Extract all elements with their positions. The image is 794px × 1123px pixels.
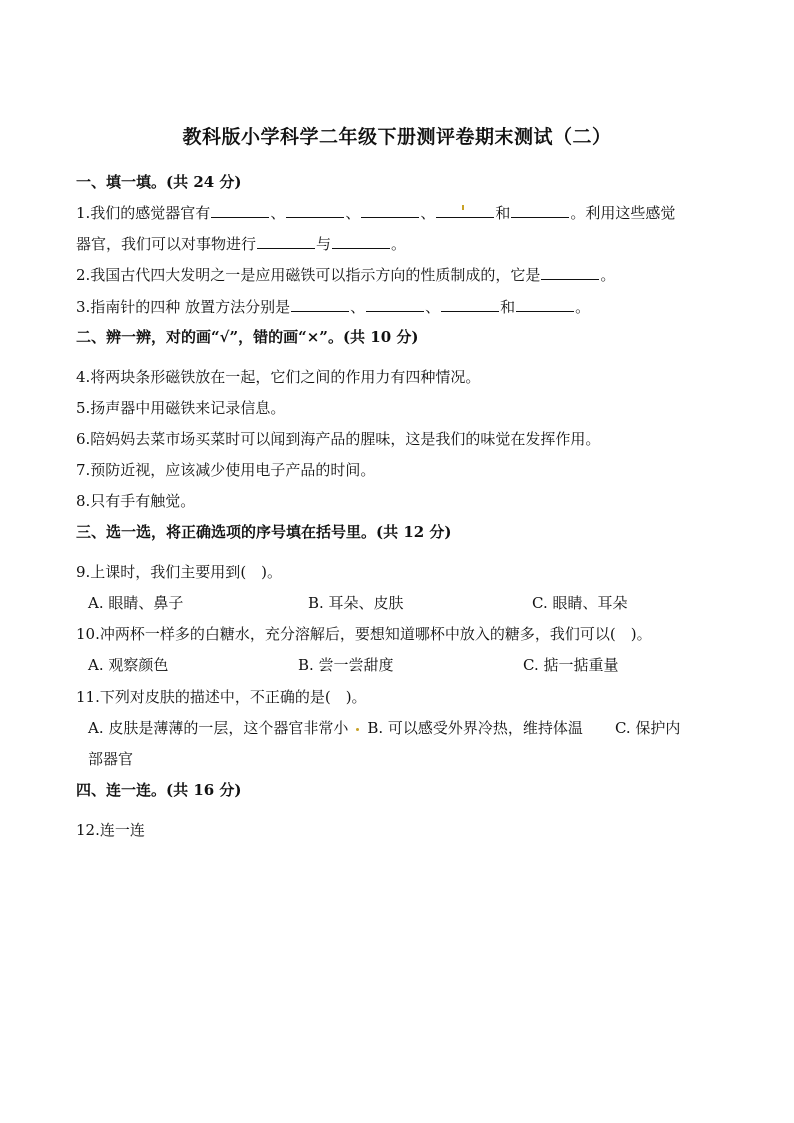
option-10-c[interactable]: C. 掂一掂重量	[523, 656, 619, 674]
option-10-a[interactable]: A. 观察颜色	[88, 656, 169, 674]
separator: 、	[425, 298, 441, 316]
question-11: 11.下列对皮肤的描述中，不正确的是( )。	[76, 688, 367, 706]
question-6: 6.陪妈妈去菜市场买菜时可以闻到海产品的腥味，这是我们的味觉在发挥作用。	[76, 430, 601, 448]
q3-and: 和	[500, 298, 516, 316]
option-10-b[interactable]: B. 尝一尝甜度	[298, 656, 394, 674]
question-12: 12.连一连	[76, 821, 145, 839]
option-11-row	[88, 718, 680, 738]
question-1-line-2	[76, 234, 736, 254]
section-heading-judge: 二、辨一辨，对的画“√”，错的画“×”。(共 10 分)	[76, 328, 419, 346]
period: 。	[391, 235, 407, 253]
option-9-a[interactable]: A. 眼睛、鼻子	[88, 594, 184, 612]
option-9-b[interactable]: B. 耳朵、皮肤	[308, 594, 404, 612]
answer-blank[interactable]	[366, 297, 424, 312]
option-11-c-continued: 部器官	[88, 750, 134, 768]
answer-blank[interactable]	[541, 265, 599, 280]
question-10: 10.冲两杯一样多的白糖水，充分溶解后，要想知道哪杯中放入的糖多，我们可以( )。	[76, 625, 652, 643]
separator: 、	[345, 204, 361, 222]
question-1-line-1	[76, 203, 736, 223]
q3-text: 3.指南针的四种 放置方法分别是	[76, 298, 291, 316]
option-11-b[interactable]: B. 可以感受外界冷热，维持体温	[367, 719, 583, 737]
q1-text-a: 1.我们的感觉器官有	[76, 204, 211, 222]
question-2	[76, 265, 736, 285]
question-8: 8.只有手有触觉。	[76, 492, 196, 510]
q2-text: 2.我国古代四大发明之一是应用磁铁可以指示方向的性质制成的，它是	[76, 266, 541, 284]
option-9-c[interactable]: C. 眼睛、耳朵	[532, 594, 628, 612]
separator: 、	[270, 204, 286, 222]
question-5: 5.扬声器中用磁铁来记录信息。	[76, 399, 286, 417]
option-11-c[interactable]: C. 保护内	[614, 719, 681, 737]
question-9: 9.上课时，我们主要用到( )。	[76, 563, 283, 581]
question-4: 4.将两块条形磁铁放在一起，它们之间的作用力有四种情况。	[76, 368, 481, 386]
separator: 、	[420, 204, 436, 222]
option-11-a[interactable]: A. 皮肤是薄薄的一层，这个器官非常小	[88, 719, 349, 737]
separator: 、	[350, 298, 366, 316]
period: 。	[600, 266, 616, 284]
q1-yu: 与	[316, 235, 332, 253]
speck-mark	[356, 728, 359, 731]
answer-blank[interactable]	[516, 297, 574, 312]
answer-blank[interactable]	[332, 234, 390, 249]
answer-blank[interactable]	[257, 234, 315, 249]
page-title: 教科版小学科学二年级下册测评卷期末测试（二）	[182, 126, 612, 148]
answer-blank[interactable]	[441, 297, 499, 312]
answer-blank[interactable]	[291, 297, 349, 312]
q1-text-b: 。利用这些感觉	[570, 204, 676, 222]
q1-text-c: 器官，我们可以对事物进行	[76, 235, 257, 253]
section-heading-match: 四、连一连。(共 16 分)	[76, 781, 242, 799]
q1-and: 和	[495, 204, 511, 222]
answer-blank[interactable]	[436, 203, 494, 218]
answer-blank[interactable]	[361, 203, 419, 218]
answer-blank[interactable]	[511, 203, 569, 218]
answer-blank[interactable]	[286, 203, 344, 218]
question-7: 7.预防近视，应该减少使用电子产品的时间。	[76, 461, 376, 479]
period: 。	[575, 298, 591, 316]
answer-blank[interactable]	[211, 203, 269, 218]
question-3	[76, 297, 736, 317]
section-heading-fill: 一、填一填。(共 24 分)	[76, 173, 242, 191]
section-heading-choice: 三、选一选，将正确选项的序号填在括号里。(共 12 分)	[76, 523, 452, 541]
